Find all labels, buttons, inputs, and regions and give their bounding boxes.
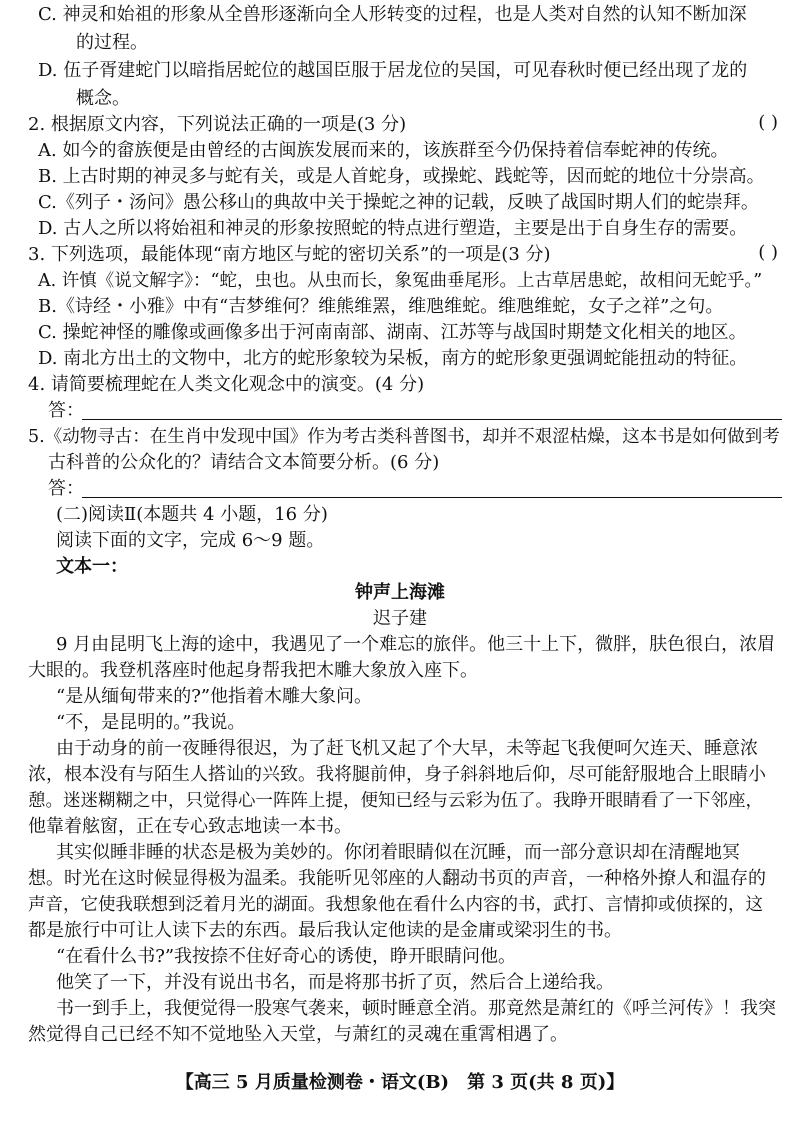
q3-option-c: C. 操蛇神怪的雕像或画像多出于河南南部、湖南、江苏等与战国时期楚文化相关的地区。 [38, 322, 747, 343]
story-author: 迟子建 [373, 608, 427, 629]
story-line: “不，是昆明的。”我说。 [56, 712, 246, 733]
story-line: 9 月由昆明飞上海的途中，我遇见了一个难忘的旅伴。他三十上下，微胖，肤色很白，浓眉 [56, 634, 776, 655]
q2-option-a: A. 如今的畲族便是由曾经的古闽族发展而来的，该族群至今仍保持着信奉蛇神的传统。 [38, 140, 729, 161]
story-title: 钟声上海滩 [355, 582, 445, 603]
story-line: 他笑了一下，并没有说出书名，而是将那书折了页，然后合上递给我。 [56, 972, 614, 993]
q1-option-d-line2: 概念。 [76, 88, 130, 109]
q2-stem: 2. 根据原文内容，下列说法正确的一项是(3 分) [28, 114, 407, 135]
section-heading: (二)阅读Ⅱ(本题共 4 小题，16 分) [56, 504, 328, 525]
text-one-label: 文本一： [56, 556, 128, 577]
q1-option-c-line2: 的过程。 [76, 32, 148, 53]
q3-option-b: B.《诗经・小雅》中有“吉梦维何？维熊维罴，维虺维蛇。维虺维蛇，女子之祥”之句。 [38, 296, 724, 317]
q4-answer-line[interactable] [82, 419, 782, 420]
story-line: “在看什么书?”我按捺不住好奇心的诱使，睁开眼睛问他。 [56, 946, 517, 967]
q5-stem-line2: 古科普的公众化的？请结合文本简要分析。(6 分) [48, 452, 440, 473]
story-line: 大眼的。我登机落座时他起身帮我把木雕大象放入座下。 [28, 660, 478, 681]
story-line: 然觉得自己已经不知不觉地坠入天堂，与萧红的灵魂在重霄相遇了。 [28, 1024, 568, 1045]
story-line: 其实似睡非睡的状态是极为美妙的。你闭着眼睛似在沉睡，而一部分意识却在清醒地冥 [56, 842, 740, 863]
q5-answer-label: 答： [48, 478, 84, 499]
q5-answer-line[interactable] [82, 497, 782, 498]
q2-option-d: D. 古人之所以将始祖和神灵的形象按照蛇的特点进行塑造，主要是出于自身生存的需要。 [38, 218, 748, 239]
q1-option-c-line1: C. 神灵和始祖的形象从全兽形逐渐向全人形转变的过程，也是人类对自然的认知不断加深 [38, 4, 747, 25]
q3-answer-paren[interactable]: ( ) [758, 242, 778, 263]
story-line: 想。时光在这时候显得极为温柔。我能听见邻座的人翻动书页的声音，一种格外撩人和温存的 [28, 868, 766, 889]
q3-option-a: A. 许慎《说文解字》：“蛇，虫也。从虫而长，象冤曲垂尾形。上古草居患蛇，故相问无蛇乎。” [38, 271, 763, 291]
story-line: 由于动身的前一夜睡得很迟，为了赶飞机又起了个大早，未等起飞我便呵欠连天、睡意浓 [56, 738, 758, 759]
story-line: 书一到手上，我便觉得一股寒气袭来，顿时睡意全消。那竟然是萧红的《呼兰河传》！我突 [56, 998, 776, 1019]
q4-answer-label: 答： [48, 400, 84, 421]
q3-option-d: D. 南北方出土的文物中，北方的蛇形象较为呆板，南方的蛇形象更强调蛇能扭动的特征。 [38, 348, 748, 369]
q2-answer-paren[interactable]: ( ) [758, 112, 778, 133]
section-instruction: 阅读下面的文字，完成 6～9 题。 [56, 530, 325, 551]
q2-option-b: B. 上古时期的神灵多与蛇有关，或是人首蛇身，或操蛇、践蛇等，因而蛇的地位十分崇高。 [38, 166, 765, 187]
q1-option-d-line1: D. 伍子胥建蛇门以暗指居蛇位的越国臣服于居龙位的吴国，可见春秋时便已经出现了龙的 [38, 60, 748, 81]
q2-option-c: C.《列子・汤问》愚公移山的典故中关于操蛇之神的记载，反映了战国时期人们的蛇崇拜。 [38, 192, 759, 213]
story-line: 声音，它使我联想到泛着月光的湖面。我想象他在看什么内容的书，武打、言情抑或侦探的，这 [28, 895, 763, 915]
page-footer: 【高三 5 月质量检测卷・语文(B) 第 3 页(共 8 页)】 [175, 1072, 625, 1093]
story-line: 他靠着舷窗，正在专心致志地读一本书。 [28, 816, 352, 837]
q3-stem: 3. 下列选项，最能体现“南方地区与蛇的密切关系”的一项是(3 分) [28, 244, 551, 265]
q5-stem-line1: 5.《动物寻古：在生肖中发现中国》作为考古类科普图书，却并不艰涩枯燥，这本书是如何做到考 [28, 427, 780, 447]
story-line: “是从缅甸带来的?”他指着木雕大象问。 [56, 686, 373, 707]
q4-stem: 4. 请简要梳理蛇在人类文化观念中的演变。(4 分) [28, 374, 425, 395]
story-line: 都是旅行中可让人读下去的东西。最后我认定他读的是金庸或梁羽生的书。 [28, 920, 622, 941]
story-line: 浓，根本没有与陌生人搭讪的兴致。我将腿前伸，身子斜斜地后仰，尽可能舒服地合上眼睛小 [28, 764, 766, 785]
story-line: 憩。迷迷糊糊之中，只觉得心一阵阵上提，便知已经与云彩为伍了。我睁开眼睛看了一下邻座， [28, 791, 763, 811]
